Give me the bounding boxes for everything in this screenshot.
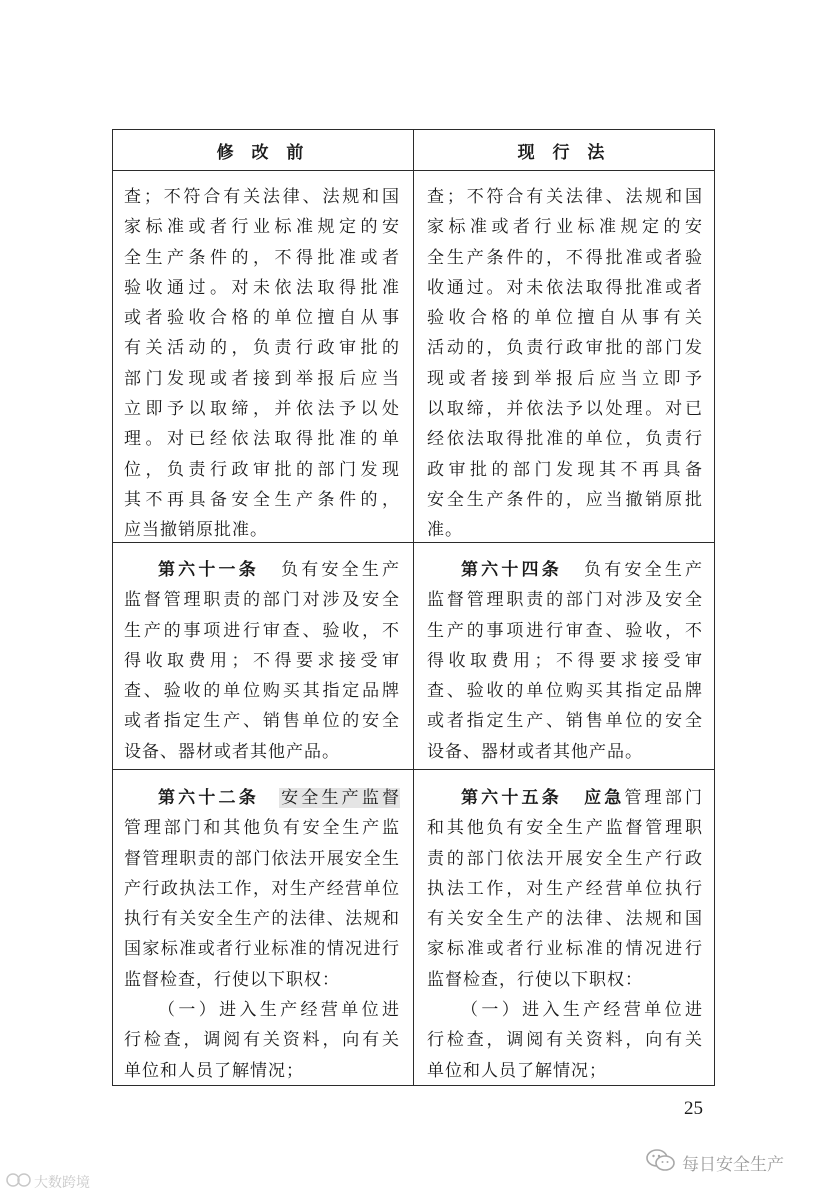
row2-right-cell xyxy=(427,555,703,767)
text-line: 立即予以取缔，并依法予以处 xyxy=(124,399,400,420)
text-line: 生产的事项进行审查、验收，不 xyxy=(427,620,703,641)
text-line: 活动的，负责行政审批的部门发 xyxy=(427,338,703,359)
text-line: 查、验收的单位购买其指定品牌 xyxy=(124,681,400,702)
text-line: 家标准或者行业标准的情况进行 xyxy=(427,939,703,960)
text-line: 管理部门和其他负有安全生产监 xyxy=(124,818,400,839)
text-line: 其不再具备安全生产条件的， xyxy=(124,489,400,510)
text-line: 政审批的部门发现其不再具备 xyxy=(427,459,703,480)
text-line: 生产的事项进行审查、验收，不 xyxy=(124,620,400,641)
highlighted-text: 安全生产监督 xyxy=(278,788,401,808)
text-line: 位，负责行政审批的部门发现 xyxy=(124,459,400,480)
text-line: （一）进入生产经营单位进 xyxy=(461,1000,703,1021)
text-line: 责的部门依法开展安全生产行政 xyxy=(427,848,703,869)
text-line: 监督管理职责的部门对涉及安全 xyxy=(124,590,400,611)
article-text: 管理部门 xyxy=(624,788,704,808)
corner-logo-text: 大数跨境 xyxy=(34,1175,90,1191)
article-number: 第六十四条 xyxy=(461,560,562,580)
text-line: 验收通过。对未依法取得批准 xyxy=(124,277,400,298)
text-line: 行检查，调阅有关资料，向有关 xyxy=(427,1030,703,1051)
text-line: 准。 xyxy=(427,520,463,541)
text-line: 或者指定生产、销售单位的安全 xyxy=(427,711,703,732)
article-first-line xyxy=(124,555,400,585)
text-line: 家标准或者行业标准规定的安 xyxy=(124,217,400,238)
text-line: 监督检查，行使以下职权： xyxy=(427,969,643,990)
row1-left-cell xyxy=(124,182,400,546)
text-line: 监督管理职责的部门对涉及安全 xyxy=(427,590,703,611)
text-line: （一）进入生产经营单位进 xyxy=(158,1000,400,1021)
page-number: 25 xyxy=(684,1098,703,1119)
row2-left-cell xyxy=(124,555,400,767)
text-line: 部门发现或者接到举报后应当 xyxy=(124,368,400,389)
text-line: 以取缔，并依法予以处理。对已 xyxy=(427,399,703,420)
text-line: 理。对已经依法取得批准的单 xyxy=(124,429,400,450)
text-line: 有关活动的，负责行政审批的 xyxy=(124,338,400,359)
text-line: 产行政执法工作，对生产经营单位 xyxy=(124,878,400,899)
article-number: 第六十一条 xyxy=(158,560,259,580)
text-line: 得收取费用；不得要求接受审 xyxy=(124,650,400,671)
wechat-icon xyxy=(646,1148,682,1177)
header-right: 现 行 法 xyxy=(517,142,611,163)
text-line: 设备、器材或者其他产品。 xyxy=(124,741,340,762)
text-line: 安全生产条件的，应当撤销原批 xyxy=(427,489,703,510)
text-line: 有关安全生产的法律、法规和国 xyxy=(427,909,703,930)
text-line: 现或者接到举报后应当立即予 xyxy=(427,368,703,389)
article-first-line xyxy=(427,555,703,585)
text-line: 行检查，调阅有关资料，向有关 xyxy=(124,1030,400,1051)
row-divider xyxy=(113,769,714,770)
text-line: 经依法取得批准的单位，负责行 xyxy=(427,429,703,450)
text-line: 国家标准或者行业标准的情况进行 xyxy=(124,939,400,960)
text-line: 全生产条件的，不得批准或者验 xyxy=(427,247,703,268)
article-number: 第六十二条 xyxy=(158,788,259,808)
watermark xyxy=(646,1148,784,1177)
article-first-line xyxy=(427,783,703,813)
row3-right-cell xyxy=(427,783,703,1086)
text-line: 应当撤销原批准。 xyxy=(124,520,268,541)
text-line: 全生产条件的，不得批准或者 xyxy=(124,247,400,268)
text-line: 查；不符合有关法律、法规和国 xyxy=(124,187,400,207)
text-line: 家标准或者行业标准规定的安 xyxy=(427,217,703,238)
text-line: 收通过。对未依法取得批准或者 xyxy=(427,277,703,298)
text-line: 得收取费用；不得要求接受审 xyxy=(427,650,703,671)
article-text: 负有安全生产 xyxy=(278,560,401,580)
header-left: 修 改 前 xyxy=(216,142,310,163)
comparison-table xyxy=(112,129,715,1086)
text-line: 和其他负有安全生产监督管理职 xyxy=(427,818,703,839)
text-line: 单位和人员了解情况； xyxy=(427,1060,607,1081)
text-line: 或者指定生产、销售单位的安全 xyxy=(124,711,400,732)
article-number: 第六十五条 xyxy=(461,788,562,808)
row1-right-cell xyxy=(427,182,703,546)
text-line: 执法工作，对生产经营单位执行 xyxy=(427,878,703,899)
article-first-line xyxy=(124,783,400,813)
header-divider xyxy=(113,170,714,171)
column-divider xyxy=(413,130,414,1085)
article-text: 负有安全生产 xyxy=(581,560,704,580)
text-line: 验收合格的单位擅自从事有关 xyxy=(427,308,703,329)
text-line: 设备、器材或者其他产品。 xyxy=(427,741,643,762)
text-line: 单位和人员了解情况； xyxy=(124,1060,304,1081)
text-line: 或者验收合格的单位擅自从事 xyxy=(124,308,400,329)
text-line: 督管理职责的部门依法开展安全生 xyxy=(124,848,400,869)
text-line: 查；不符合有关法律、法规和国 xyxy=(427,187,703,207)
watermark-text: 每日安全生产 xyxy=(682,1155,784,1175)
text-line: 执行有关安全生产的法律、法规和 xyxy=(124,909,400,930)
text-line: 查、验收的单位购买其指定品牌 xyxy=(427,681,703,702)
text-line: 监督检查，行使以下职权： xyxy=(124,969,340,990)
row3-left-cell xyxy=(124,783,400,1086)
article-bold-text: 应急 xyxy=(581,788,625,808)
logo-icon xyxy=(6,1172,34,1192)
corner-logo xyxy=(6,1172,90,1192)
